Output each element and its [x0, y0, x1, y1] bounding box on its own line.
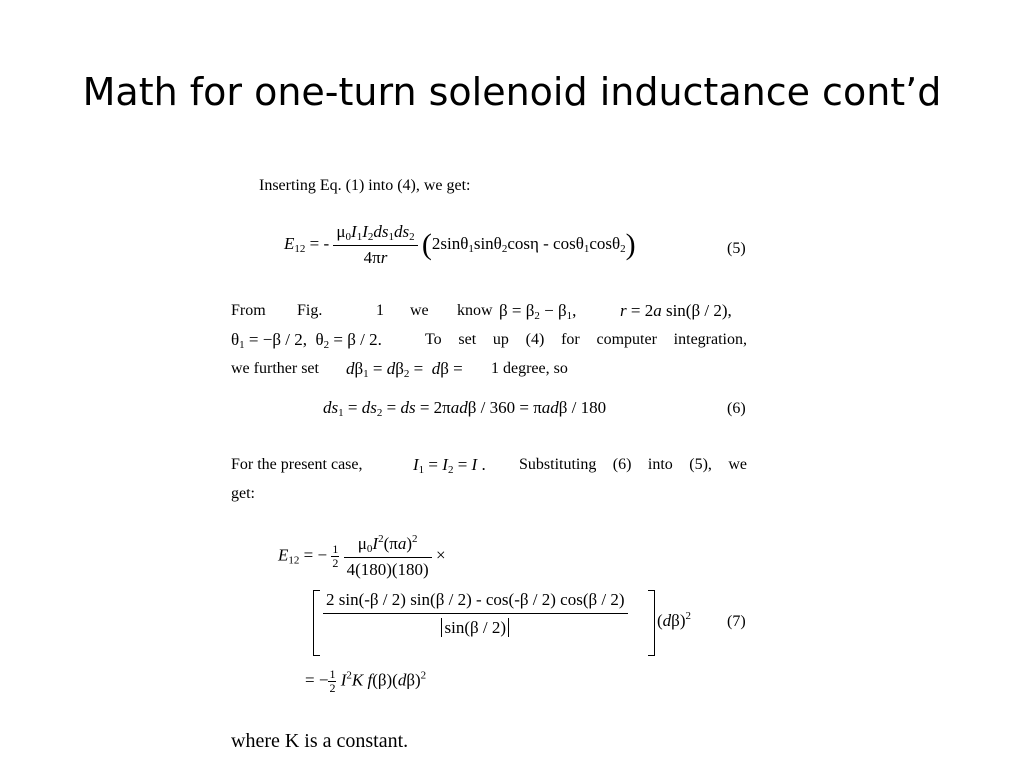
- para1-line3-prefix: we further set: [231, 360, 319, 377]
- word-we: we: [410, 302, 429, 319]
- para2-prefix: For the present case,: [231, 456, 363, 473]
- paragraph-2-line-2: [231, 479, 747, 508]
- para1-line2-text: To set up (4) for computer integration,: [425, 331, 747, 348]
- equation-6-number: (6): [727, 400, 746, 417]
- paragraph-1: [231, 296, 747, 383]
- footer-text: where K is a constant.: [231, 730, 409, 752]
- beta-definition: $\beta = \beta_2 - \beta_1$,: [499, 301, 577, 322]
- paragraph-1-line-3: [231, 354, 747, 383]
- left-bracket: [313, 590, 320, 656]
- theta-definitions: $\theta_1 = -\beta / 2$, $\theta_2 = \beta / 2$.: [231, 330, 382, 351]
- r-definition: r = 2a sin(β / 2),: [620, 301, 732, 320]
- dbeta-squared: $(d\beta)^2$: [657, 610, 691, 630]
- para2-line2: get:: [231, 485, 255, 502]
- slide-title: Math for one-turn solenoid inductance cont’d: [82, 70, 942, 114]
- dbeta-setting: $d\beta_1 = d\beta_2 = d\beta$ =: [346, 359, 463, 380]
- para1-line3-suffix: 1 degree, so: [491, 360, 568, 377]
- paragraph-1-line-1: [231, 296, 747, 325]
- equation-7-line-2: $\frac{2 \sin(-\beta / 2) \sin(\beta / 2) - \cos(-\beta / 2) \cos(\beta / 2)}{\sin(\beta / 2)}$: [323, 590, 628, 638]
- paragraph-2: [231, 450, 747, 508]
- word-1: 1: [376, 302, 384, 319]
- current-equality: $I_1 = I_2 = I$ .: [413, 455, 486, 476]
- word-know: know: [457, 302, 493, 319]
- intro-text: Inserting Eq. (1) into (4), we get:: [259, 177, 471, 194]
- equation-7-number: (7): [727, 613, 746, 630]
- paragraph-2-line-1: [231, 450, 747, 479]
- para2-suffix: Substituting (6) into (5), we: [519, 456, 747, 473]
- equation-5: $E_{12}$ = - $\frac{\mu_0I_1I_2ds_1ds_2}{4\pi r}$ (2sinθ$_1$sinθ$_2$cosη - cosθ$_1$cosθ$_2$): [284, 222, 636, 267]
- right-bracket: [648, 590, 655, 656]
- equation-5-number: (5): [727, 240, 746, 257]
- equation-7-line-1: $E_{12}$ = − $\frac{1}{2}$ $\frac{\mu_0I^2(\pi a)^2}{4(180)(180)}$ ×: [278, 533, 446, 579]
- paragraph-1-line-2: [231, 325, 747, 354]
- word-from: From: [231, 302, 266, 319]
- word-fig: Fig.: [297, 302, 323, 319]
- equation-7-line-3: = − $\frac{1}{2}$ $I^2K$ $f(\beta)(d\beta)^2$: [305, 667, 427, 695]
- equation-6: $ds_1 = ds_2$ = ds = 2πadβ / 360 = πadβ / 180: [323, 398, 607, 419]
